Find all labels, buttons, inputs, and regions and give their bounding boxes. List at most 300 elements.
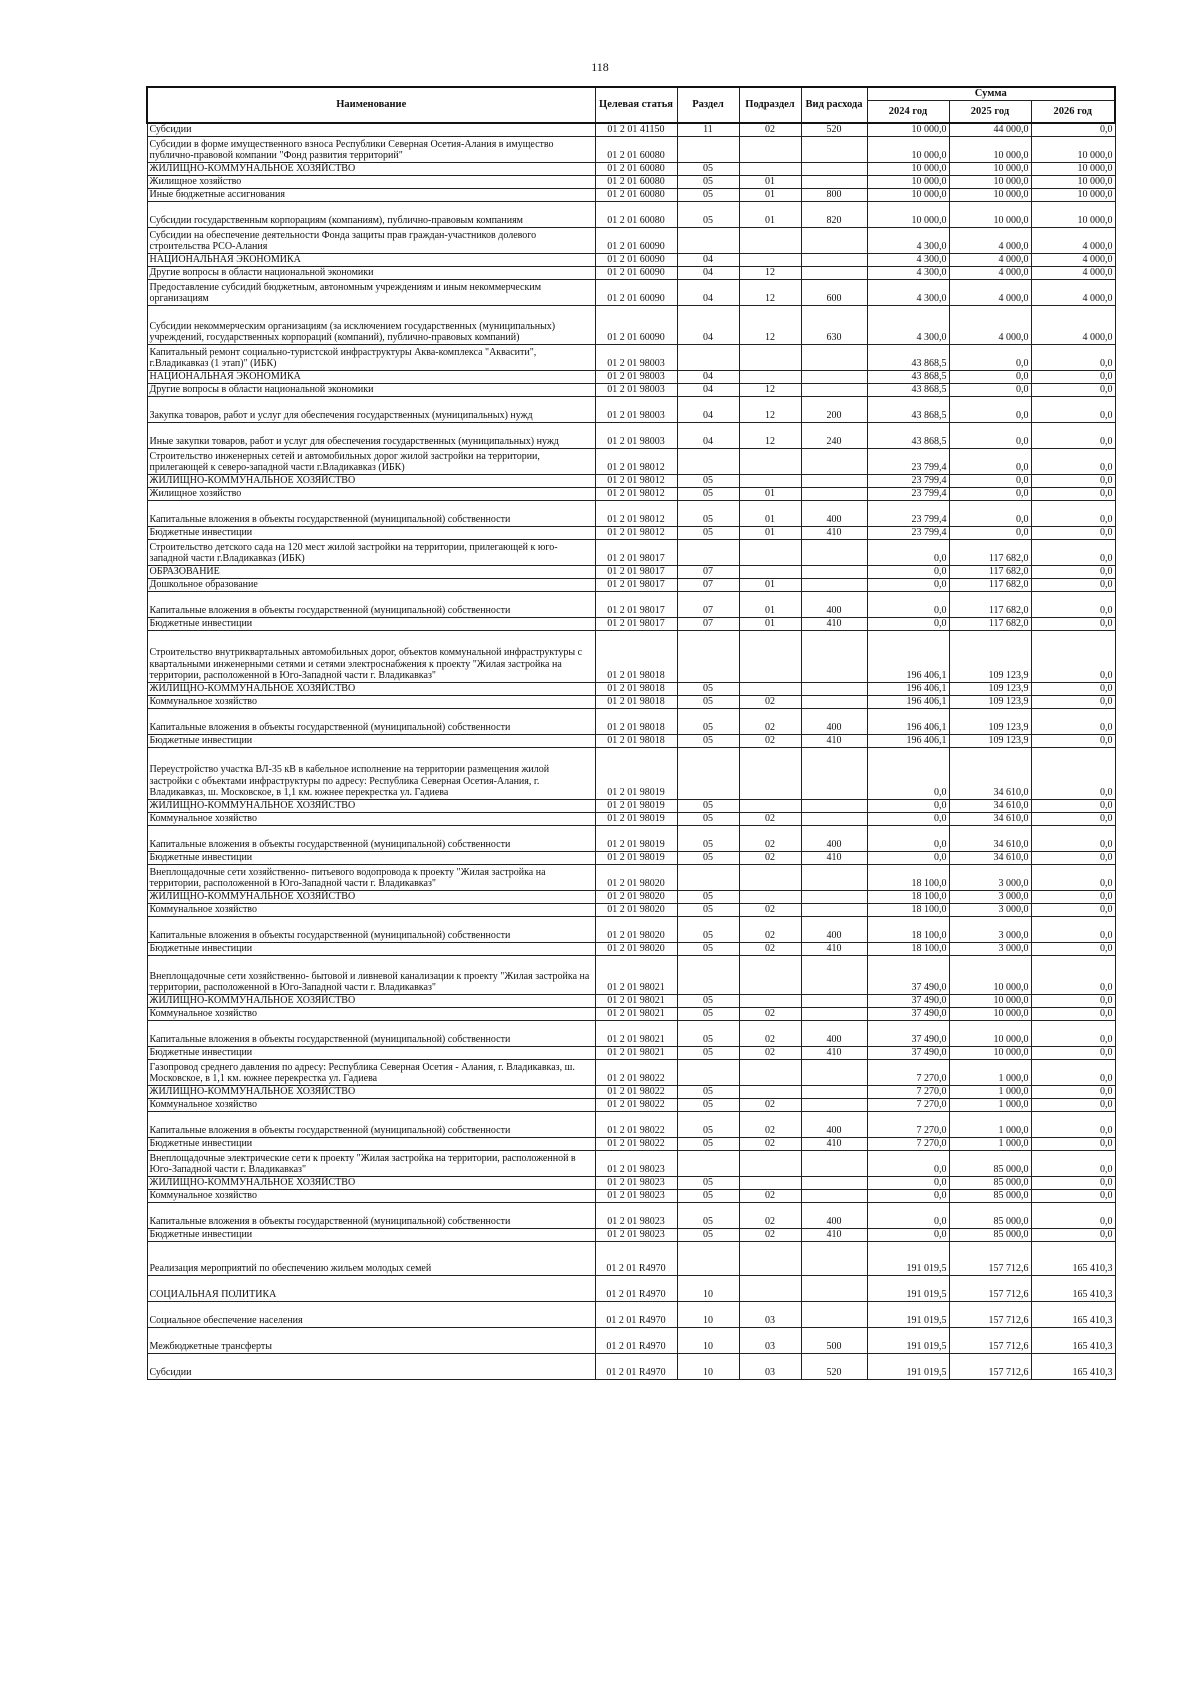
table-row: [147, 708, 1115, 734]
row-sum-2026: 0,0: [1031, 565, 1115, 578]
row-sum-2024: 0,0: [867, 1189, 949, 1202]
row-name: Бюджетные инвестиции: [147, 526, 595, 539]
row-name: Капитальные вложения в объекты государственной (муниципальной) собственности: [147, 825, 595, 851]
header-2024: 2024 год: [867, 101, 949, 124]
row-sum-2025: 157 712,6: [949, 1275, 1031, 1301]
row-name: ЖИЛИЩНО-КОММУНАЛЬНОЕ ХОЗЯЙСТВО: [147, 799, 595, 812]
row-name: Внеплощадочные сети хозяйственно- питьевого водопровода к проекту "Жилая застройка на территории, расположенной в Юго-Западной части г. Владикавказ": [147, 864, 595, 890]
row-subsection: [739, 864, 801, 890]
row-name: Бюджетные инвестиции: [147, 1137, 595, 1150]
row-sum-2025: 1 000,0: [949, 1111, 1031, 1137]
row-subsection: [739, 747, 801, 799]
row-name: Капитальные вложения в объекты государственной (муниципальной) собственности: [147, 591, 595, 617]
row-name: Капитальные вложения в объекты государственной (муниципальной) собственности: [147, 916, 595, 942]
row-expense-type: 600: [801, 279, 867, 305]
table-row: [147, 903, 1115, 916]
row-sum-2024: 0,0: [867, 799, 949, 812]
row-sum-2026: 0,0: [1031, 916, 1115, 942]
row-subsection: 02: [739, 1046, 801, 1059]
row-section: 05: [677, 1046, 739, 1059]
row-name: Бюджетные инвестиции: [147, 851, 595, 864]
row-sum-2026: 10 000,0: [1031, 201, 1115, 227]
row-section: 05: [677, 1137, 739, 1150]
row-sum-2026: 0,0: [1031, 1007, 1115, 1020]
table-row: [147, 955, 1115, 994]
row-section: 07: [677, 591, 739, 617]
row-subsection: 02: [739, 825, 801, 851]
row-name: ЖИЛИЩНО-КОММУНАЛЬНОЕ ХОЗЯЙСТВО: [147, 890, 595, 903]
table-row: [147, 1046, 1115, 1059]
row-expense-type: [801, 1150, 867, 1176]
table-row: [147, 565, 1115, 578]
row-sum-2024: 37 490,0: [867, 1046, 949, 1059]
row-sum-2024: 0,0: [867, 1202, 949, 1228]
row-subsection: [739, 1150, 801, 1176]
row-sum-2024: 43 868,5: [867, 370, 949, 383]
row-sum-2025: 1 000,0: [949, 1059, 1031, 1085]
row-sum-2026: 0,0: [1031, 695, 1115, 708]
row-target-article: 01 2 01 98012: [595, 448, 677, 474]
row-section: 05: [677, 734, 739, 747]
table-row: [147, 279, 1115, 305]
row-section: [677, 1241, 739, 1275]
row-sum-2024: 18 100,0: [867, 916, 949, 942]
table-row: [147, 526, 1115, 539]
row-subsection: 01: [739, 591, 801, 617]
table-row: [147, 1353, 1115, 1379]
row-expense-type: [801, 955, 867, 994]
row-subsection: [739, 344, 801, 370]
row-target-article: 01 2 01 60080: [595, 162, 677, 175]
row-section: 05: [677, 188, 739, 201]
row-expense-type: [801, 747, 867, 799]
row-target-article: 01 2 01 98022: [595, 1059, 677, 1085]
row-subsection: 02: [739, 812, 801, 825]
row-subsection: [739, 565, 801, 578]
row-sum-2024: 10 000,0: [867, 162, 949, 175]
row-sum-2025: 109 123,9: [949, 682, 1031, 695]
row-sum-2025: 85 000,0: [949, 1202, 1031, 1228]
row-sum-2025: 10 000,0: [949, 188, 1031, 201]
row-name: Капитальные вложения в объекты государственной (муниципальной) собственности: [147, 1111, 595, 1137]
row-sum-2026: 0,0: [1031, 851, 1115, 864]
row-expense-type: 410: [801, 1228, 867, 1241]
row-section: 05: [677, 916, 739, 942]
row-sum-2026: 0,0: [1031, 474, 1115, 487]
row-expense-type: [801, 1301, 867, 1327]
row-sum-2024: 23 799,4: [867, 526, 949, 539]
row-target-article: 01 2 01 98017: [595, 539, 677, 565]
row-name: Переустройство участка ВЛ-35 кВ в кабельное исполнение на территории размещения жилой застройки с объектами инфраструктуры по адресу: Республика Северная Осетия-Алания, г. Владикавказ, ш. Московское, в 1,1 км. южнее перекрестка ул. Гадиева: [147, 747, 595, 799]
row-sum-2024: 18 100,0: [867, 864, 949, 890]
row-expense-type: 410: [801, 617, 867, 630]
row-sum-2024: 196 406,1: [867, 695, 949, 708]
row-target-article: 01 2 01 98022: [595, 1085, 677, 1098]
table-row: [147, 383, 1115, 396]
table-row: [147, 1327, 1115, 1353]
row-sum-2026: 0,0: [1031, 825, 1115, 851]
table-row: [147, 539, 1115, 565]
row-subsection: 02: [739, 1228, 801, 1241]
row-target-article: 01 2 01 98021: [595, 955, 677, 994]
row-sum-2025: 0,0: [949, 487, 1031, 500]
table-row: [147, 266, 1115, 279]
row-sum-2024: 0,0: [867, 851, 949, 864]
row-name: Внеплощадочные электрические сети к проекту "Жилая застройка на территории, расположенной в Юго-Западной части г. Владикавказ": [147, 1150, 595, 1176]
page-number: 118: [591, 60, 609, 74]
row-section: 07: [677, 565, 739, 578]
row-subsection: [739, 136, 801, 162]
row-sum-2024: 37 490,0: [867, 994, 949, 1007]
row-name: Капитальные вложения в объекты государственной (муниципальной) собственности: [147, 1020, 595, 1046]
row-name: Реализация мероприятий по обеспечению жильем молодых семей: [147, 1241, 595, 1275]
row-section: 05: [677, 695, 739, 708]
row-subsection: 03: [739, 1327, 801, 1353]
row-name: Другие вопросы в области национальной экономики: [147, 383, 595, 396]
row-section: 05: [677, 890, 739, 903]
table-row: [147, 136, 1115, 162]
row-expense-type: 240: [801, 422, 867, 448]
table-row: [147, 500, 1115, 526]
row-section: 05: [677, 487, 739, 500]
row-section: 05: [677, 1020, 739, 1046]
row-expense-type: [801, 370, 867, 383]
row-sum-2025: 34 610,0: [949, 799, 1031, 812]
row-target-article: 01 2 01 60080: [595, 136, 677, 162]
row-target-article: 01 2 01 98023: [595, 1176, 677, 1189]
table-row: [147, 1275, 1115, 1301]
row-target-article: 01 2 01 98017: [595, 591, 677, 617]
row-sum-2024: 10 000,0: [867, 175, 949, 188]
row-sum-2026: 0,0: [1031, 1111, 1115, 1137]
row-target-article: 01 2 01 98012: [595, 474, 677, 487]
row-target-article: 01 2 01 R4970: [595, 1241, 677, 1275]
row-subsection: [739, 1176, 801, 1189]
row-expense-type: [801, 162, 867, 175]
row-sum-2025: 85 000,0: [949, 1189, 1031, 1202]
row-expense-type: [801, 1176, 867, 1189]
row-sum-2024: 18 100,0: [867, 942, 949, 955]
row-target-article: 01 2 01 98019: [595, 825, 677, 851]
row-target-article: 01 2 01 98018: [595, 708, 677, 734]
row-subsection: 12: [739, 383, 801, 396]
row-sum-2025: 0,0: [949, 383, 1031, 396]
row-target-article: 01 2 01 98023: [595, 1189, 677, 1202]
row-subsection: 02: [739, 916, 801, 942]
row-sum-2024: 0,0: [867, 812, 949, 825]
row-expense-type: [801, 539, 867, 565]
row-target-article: 01 2 01 60090: [595, 227, 677, 253]
row-section: 10: [677, 1275, 739, 1301]
row-sum-2026: 0,0: [1031, 1059, 1115, 1085]
table-row: [147, 890, 1115, 903]
row-expense-type: 410: [801, 734, 867, 747]
row-sum-2025: 1 000,0: [949, 1137, 1031, 1150]
row-sum-2025: 3 000,0: [949, 903, 1031, 916]
row-sum-2026: 0,0: [1031, 526, 1115, 539]
row-sum-2025: 157 712,6: [949, 1241, 1031, 1275]
row-sum-2024: 196 406,1: [867, 630, 949, 682]
row-sum-2024: 43 868,5: [867, 422, 949, 448]
row-name: Коммунальное хозяйство: [147, 1007, 595, 1020]
row-expense-type: [801, 227, 867, 253]
row-expense-type: [801, 253, 867, 266]
row-target-article: 01 2 01 60090: [595, 266, 677, 279]
table-row: [147, 942, 1115, 955]
row-name: Бюджетные инвестиции: [147, 617, 595, 630]
table-row: [147, 422, 1115, 448]
row-sum-2024: 0,0: [867, 539, 949, 565]
row-sum-2025: 85 000,0: [949, 1228, 1031, 1241]
row-sum-2025: 10 000,0: [949, 1007, 1031, 1020]
row-name: Капитальные вложения в объекты государственной (муниципальной) собственности: [147, 708, 595, 734]
row-expense-type: 400: [801, 1111, 867, 1137]
table-row: [147, 916, 1115, 942]
row-section: [677, 227, 739, 253]
row-name: Внеплощадочные сети хозяйственно- бытовой и ливневой канализации к проекту "Жилая застройка на территории, расположенной в Юго-Западной части г. Владикавказ": [147, 955, 595, 994]
row-sum-2026: 0,0: [1031, 448, 1115, 474]
row-sum-2024: 43 868,5: [867, 344, 949, 370]
row-target-article: 01 2 01 98018: [595, 734, 677, 747]
row-section: 05: [677, 1202, 739, 1228]
row-sum-2024: 10 000,0: [867, 123, 949, 136]
row-name: Бюджетные инвестиции: [147, 734, 595, 747]
row-name: Субсидии в форме имущественного взноса Республики Северная Осетия-Алания в имущество публично-правовой компании "Фонд развития территорий": [147, 136, 595, 162]
row-subsection: [739, 994, 801, 1007]
row-name: Строительство внутриквартальных автомобильных дорог, объектов коммунальной инфраструктуры с квартальными инженерными сетями и сетями электроснабжения к проекту "Жилая застройка на территории, расположенной в Юго-Западной части г. Владикавказ": [147, 630, 595, 682]
row-expense-type: [801, 695, 867, 708]
row-sum-2026: 0,0: [1031, 500, 1115, 526]
row-sum-2025: 10 000,0: [949, 1046, 1031, 1059]
row-section: 05: [677, 175, 739, 188]
row-target-article: 01 2 01 60090: [595, 253, 677, 266]
row-target-article: 01 2 01 41150: [595, 123, 677, 136]
row-subsection: 01: [739, 487, 801, 500]
table-row: [147, 1189, 1115, 1202]
row-target-article: 01 2 01 R4970: [595, 1275, 677, 1301]
row-sum-2026: 0,0: [1031, 370, 1115, 383]
row-target-article: 01 2 01 98020: [595, 890, 677, 903]
table-row: [147, 162, 1115, 175]
row-sum-2024: 18 100,0: [867, 903, 949, 916]
row-target-article: 01 2 01 98021: [595, 994, 677, 1007]
row-expense-type: [801, 864, 867, 890]
row-sum-2024: 196 406,1: [867, 708, 949, 734]
row-sum-2024: 7 270,0: [867, 1137, 949, 1150]
table-row: [147, 1241, 1115, 1275]
row-sum-2024: 7 270,0: [867, 1085, 949, 1098]
row-section: 05: [677, 799, 739, 812]
row-sum-2026: 165 410,3: [1031, 1353, 1115, 1379]
row-section: [677, 539, 739, 565]
table-row: [147, 1301, 1115, 1327]
row-sum-2026: 0,0: [1031, 1228, 1115, 1241]
row-expense-type: [801, 344, 867, 370]
row-subsection: [739, 448, 801, 474]
table-row: [147, 487, 1115, 500]
row-sum-2024: 23 799,4: [867, 500, 949, 526]
header-subsection: Подраздел: [739, 87, 801, 123]
row-sum-2024: 43 868,5: [867, 383, 949, 396]
row-expense-type: [801, 448, 867, 474]
table-body: [147, 123, 1115, 1379]
row-name: Коммунальное хозяйство: [147, 1098, 595, 1111]
row-sum-2026: 0,0: [1031, 578, 1115, 591]
row-sum-2024: 191 019,5: [867, 1353, 949, 1379]
row-subsection: [739, 1059, 801, 1085]
row-sum-2024: 191 019,5: [867, 1275, 949, 1301]
row-section: 04: [677, 370, 739, 383]
table-row: [147, 695, 1115, 708]
row-sum-2026: 4 000,0: [1031, 305, 1115, 344]
row-expense-type: [801, 1059, 867, 1085]
row-sum-2026: 0,0: [1031, 864, 1115, 890]
row-sum-2024: 196 406,1: [867, 734, 949, 747]
row-section: 05: [677, 1085, 739, 1098]
row-sum-2025: 117 682,0: [949, 617, 1031, 630]
row-sum-2026: 0,0: [1031, 396, 1115, 422]
row-target-article: 01 2 01 98018: [595, 695, 677, 708]
row-section: [677, 864, 739, 890]
row-subsection: [739, 370, 801, 383]
row-sum-2026: 0,0: [1031, 1176, 1115, 1189]
row-sum-2026: 0,0: [1031, 1150, 1115, 1176]
table-row: [147, 1228, 1115, 1241]
row-subsection: 02: [739, 1098, 801, 1111]
row-target-article: 01 2 01 R4970: [595, 1301, 677, 1327]
row-expense-type: [801, 175, 867, 188]
header-expense-type: Вид расхода: [801, 87, 867, 123]
table-row: [147, 344, 1115, 370]
row-target-article: 01 2 01 98019: [595, 799, 677, 812]
row-subsection: 12: [739, 266, 801, 279]
row-name: Жилищное хозяйство: [147, 175, 595, 188]
row-target-article: 01 2 01 98021: [595, 1007, 677, 1020]
row-name: Предоставление субсидий бюджетным, автономным учреждениям и иным некоммерческим организациям: [147, 279, 595, 305]
row-expense-type: [801, 1098, 867, 1111]
row-name: Бюджетные инвестиции: [147, 942, 595, 955]
row-sum-2026: 0,0: [1031, 539, 1115, 565]
row-target-article: 01 2 01 98023: [595, 1202, 677, 1228]
row-subsection: 01: [739, 578, 801, 591]
row-section: 05: [677, 1228, 739, 1241]
row-sum-2025: 117 682,0: [949, 539, 1031, 565]
row-name: Межбюджетные трансферты: [147, 1327, 595, 1353]
row-sum-2026: 0,0: [1031, 383, 1115, 396]
row-section: 04: [677, 396, 739, 422]
row-sum-2024: 0,0: [867, 591, 949, 617]
table-row: [147, 617, 1115, 630]
row-section: [677, 955, 739, 994]
row-target-article: 01 2 01 98022: [595, 1137, 677, 1150]
table-row: [147, 175, 1115, 188]
row-sum-2026: 0,0: [1031, 903, 1115, 916]
row-expense-type: [801, 136, 867, 162]
row-section: 05: [677, 1098, 739, 1111]
row-subsection: 12: [739, 396, 801, 422]
row-sum-2026: 4 000,0: [1031, 266, 1115, 279]
row-sum-2024: 4 300,0: [867, 253, 949, 266]
row-target-article: 01 2 01 98012: [595, 487, 677, 500]
row-name: ЖИЛИЩНО-КОММУНАЛЬНОЕ ХОЗЯЙСТВО: [147, 682, 595, 695]
row-expense-type: [801, 799, 867, 812]
table-row: [147, 630, 1115, 682]
budget-table: [146, 86, 1116, 1380]
row-sum-2025: 85 000,0: [949, 1150, 1031, 1176]
row-subsection: 01: [739, 617, 801, 630]
table-row: [147, 1176, 1115, 1189]
row-subsection: 02: [739, 734, 801, 747]
row-sum-2026: 0,0: [1031, 591, 1115, 617]
row-sum-2025: 0,0: [949, 370, 1031, 383]
row-sum-2024: 23 799,4: [867, 448, 949, 474]
row-sum-2024: 7 270,0: [867, 1111, 949, 1137]
row-subsection: 02: [739, 1111, 801, 1137]
row-section: 05: [677, 903, 739, 916]
row-sum-2026: 0,0: [1031, 747, 1115, 799]
row-expense-type: 400: [801, 708, 867, 734]
header-2026: 2026 год: [1031, 101, 1115, 124]
row-sum-2026: 0,0: [1031, 487, 1115, 500]
table-row: [147, 305, 1115, 344]
row-expense-type: [801, 1189, 867, 1202]
row-sum-2025: 0,0: [949, 396, 1031, 422]
row-section: 10: [677, 1301, 739, 1327]
table-row: [147, 227, 1115, 253]
row-target-article: 01 2 01 60090: [595, 279, 677, 305]
row-sum-2025: 0,0: [949, 422, 1031, 448]
row-sum-2026: 0,0: [1031, 994, 1115, 1007]
row-sum-2026: 0,0: [1031, 734, 1115, 747]
row-sum-2025: 109 123,9: [949, 734, 1031, 747]
row-target-article: 01 2 01 R4970: [595, 1327, 677, 1353]
row-section: 10: [677, 1353, 739, 1379]
row-sum-2025: 117 682,0: [949, 565, 1031, 578]
row-name: ОБРАЗОВАНИЕ: [147, 565, 595, 578]
row-sum-2026: 0,0: [1031, 1020, 1115, 1046]
row-subsection: 03: [739, 1301, 801, 1327]
row-target-article: 01 2 01 98020: [595, 942, 677, 955]
row-expense-type: 820: [801, 201, 867, 227]
row-subsection: [739, 682, 801, 695]
row-section: 05: [677, 994, 739, 1007]
row-sum-2026: 0,0: [1031, 630, 1115, 682]
table-row: [147, 1007, 1115, 1020]
table-row: [147, 253, 1115, 266]
row-sum-2025: 1 000,0: [949, 1098, 1031, 1111]
row-subsection: 02: [739, 1007, 801, 1020]
row-sum-2024: 10 000,0: [867, 188, 949, 201]
row-sum-2025: 10 000,0: [949, 162, 1031, 175]
row-sum-2024: 37 490,0: [867, 955, 949, 994]
row-target-article: 01 2 01 98003: [595, 422, 677, 448]
row-subsection: [739, 799, 801, 812]
row-section: 04: [677, 279, 739, 305]
row-target-article: 01 2 01 98019: [595, 747, 677, 799]
row-expense-type: [801, 474, 867, 487]
row-name: Другие вопросы в области национальной экономики: [147, 266, 595, 279]
row-expense-type: 500: [801, 1327, 867, 1353]
row-name: Жилищное хозяйство: [147, 487, 595, 500]
row-sum-2026: 165 410,3: [1031, 1275, 1115, 1301]
row-section: 05: [677, 942, 739, 955]
row-sum-2025: 10 000,0: [949, 201, 1031, 227]
row-target-article: 01 2 01 98020: [595, 864, 677, 890]
row-section: 04: [677, 305, 739, 344]
row-section: 04: [677, 266, 739, 279]
table-row: [147, 188, 1115, 201]
row-sum-2024: 0,0: [867, 747, 949, 799]
